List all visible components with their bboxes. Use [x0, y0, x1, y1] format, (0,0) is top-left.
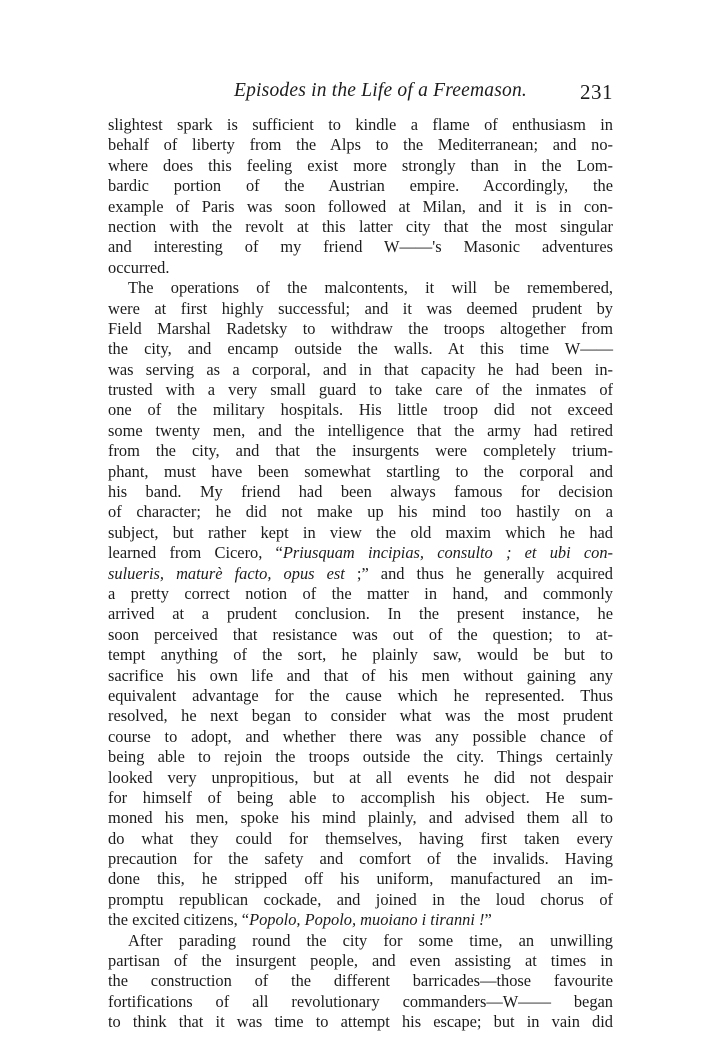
text-line: where does this feeling exist more strongly than in the Lom-	[108, 155, 613, 175]
text-line	[108, 910, 613, 930]
text-line: slightest spark is sufficient to kindle a flame of enthusiasm in	[108, 115, 613, 134]
text-line: a pretty correct notion of the matter in hand, and commonly	[108, 583, 613, 603]
text-line: from the city, and that the insurgents were completely trium-	[108, 441, 613, 461]
text-line: his band. My friend had been always famous for decision	[108, 482, 613, 502]
text-line: tempt anything of the sort, he plainly saw, would be but to	[108, 645, 613, 665]
text-line: example of Paris was soon followed at Milan, and it is in con-	[108, 196, 613, 216]
text-line: being able to rejoin the troops outside the city. Things certainly	[108, 747, 613, 767]
text-line: one of the military hospitals. His little troop did not exceed	[108, 400, 613, 420]
italic-quote: sulueris, maturè facto, opus est	[108, 563, 345, 583]
text-line: partisan of the insurgent people, and even assisting at times in	[108, 951, 613, 971]
text-run: ;” and thus he generally acquired	[344, 563, 613, 583]
text-line: promptu republican cockade, and joined in the loud chorus of	[108, 889, 613, 909]
running-title: Episodes in the Life of a Freemason.	[234, 80, 527, 101]
text-line: moned his men, spoke his mind plainly, and advised them all to	[108, 808, 613, 828]
text-line: trusted with a very small guard to take care of the inmates of	[108, 380, 613, 400]
text-line: and interesting of my friend W——'s Masonic adventures	[108, 237, 613, 257]
text-line: After parading round the city for some time, an unwilling	[128, 930, 613, 950]
text-line: was serving as a corporal, and in that capacity he had been in-	[108, 359, 613, 379]
text-line: for himself of being able to accomplish his object. He sum-	[108, 787, 613, 807]
text-line: occurred.	[108, 257, 170, 277]
running-head	[108, 80, 613, 108]
text-line: phant, must have been somewhat startling to the corporal and	[108, 461, 613, 481]
text-line: the city, and encamp outside the walls. At this time W——	[108, 339, 613, 359]
text-line: Field Marshal Radetsky to withdraw the troops altogether from	[108, 318, 613, 338]
text-line: soon perceived that resistance was out of the question; to at-	[108, 624, 613, 644]
text-line: sacrifice his own life and that of his men without gaining any	[108, 665, 613, 685]
text-line: behalf of liberty from the Alps to the Mediterranean; and no-	[108, 135, 613, 155]
text-line: done this, he stripped off his uniform, manufactured an im-	[108, 869, 613, 889]
text-line: the construction of the different barricades—those favourite	[108, 971, 613, 991]
text-line: equivalent advantage for the cause which he represented. Thus	[108, 685, 613, 705]
text-line: of character; he did not make up his mind too hastily on a	[108, 502, 613, 522]
text-line: precaution for the safety and comfort of the invalids. Having	[108, 849, 613, 869]
text-line: arrived at a prudent conclusion. In the present instance, he	[108, 604, 613, 624]
text-run: the excited citizens, “	[108, 910, 250, 930]
text-line: subject, but rather kept in view the old maxim which he had	[108, 522, 613, 542]
body-text	[108, 115, 613, 1033]
text-line	[108, 543, 613, 563]
text-line: fortifications of all revolutionary commanders—W—— began	[108, 991, 613, 1011]
text-line: looked very unpropitious, but at all events he did not despair	[108, 767, 613, 787]
text-line: nection with the revolt at this latter city that the most singular	[108, 216, 613, 236]
page-number: 231	[580, 80, 613, 104]
text-line: were at first highly successful; and it was deemed prudent by	[108, 298, 613, 318]
text-line: to think that it was time to attempt his escape; but in vain did	[108, 1012, 613, 1032]
text-line: resolved, he next began to consider what was the most prudent	[108, 706, 613, 726]
text-line: some twenty men, and the intelligence that the army had retired	[108, 420, 613, 440]
italic-quote: Priusquam incipias, consulto ; et ubi con-	[282, 543, 613, 563]
text-line: bardic portion of the Austrian empire. Accordingly, the	[108, 176, 613, 196]
italic-quote: Popolo, Popolo, muoiano i tiranni !	[249, 910, 485, 930]
text-line	[108, 564, 613, 584]
text-line: The operations of the malcontents, it will be remembered,	[128, 278, 613, 298]
text-line: course to adopt, and whether there was any possible chance of	[108, 726, 613, 746]
text-run: ”	[484, 910, 492, 930]
text-line: do what they could for themselves, having first taken every	[108, 828, 613, 848]
text-run: learned from Cicero, “	[108, 543, 283, 563]
